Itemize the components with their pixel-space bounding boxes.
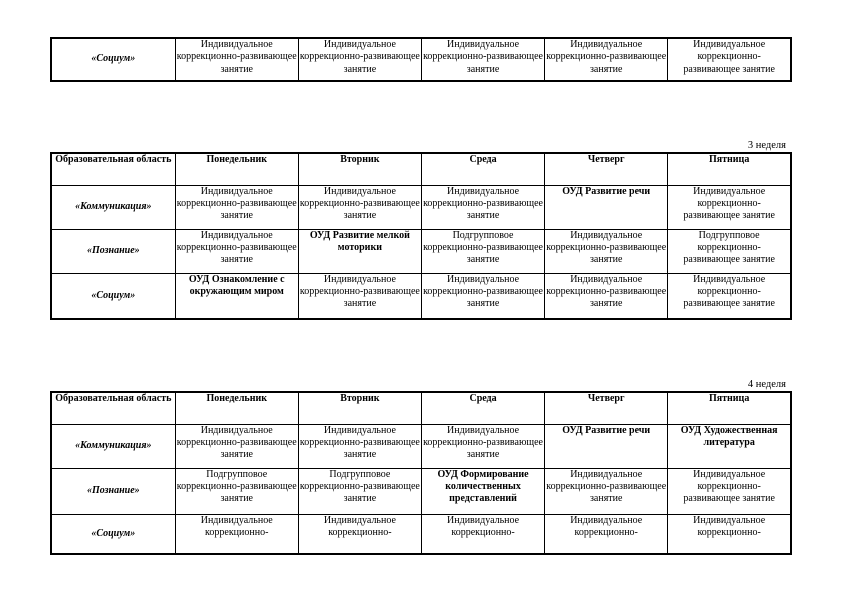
lesson-cell: Индивидуальное коррекционно-развивающее занятие bbox=[545, 229, 668, 273]
lesson-cell: Индивидуальное коррекционно-развивающее занятие bbox=[175, 229, 298, 273]
lesson-cell: Индивидуальное коррекционно-развивающее занятие bbox=[298, 185, 421, 229]
lesson-cell: Индивидуальное коррекционно-развивающее занятие bbox=[421, 185, 544, 229]
area-cell: «Социум» bbox=[51, 273, 175, 319]
lesson-cell: Индивидуальное коррекционно-развивающее занятие bbox=[668, 185, 791, 229]
lesson-cell: Индивидуальное коррекционно- bbox=[175, 514, 298, 554]
lesson-cell: Индивидуальное коррекционно-развивающее занятие bbox=[545, 38, 668, 81]
lesson-cell: Индивидуальное коррекционно- bbox=[421, 514, 544, 554]
lesson-cell: Индивидуальное коррекционно-развивающее занятие bbox=[175, 38, 298, 81]
lesson-cell: Индивидуальное коррекционно-развивающее занятие bbox=[298, 273, 421, 319]
lesson-cell: ОУД Ознакомление с окружающим миром bbox=[175, 273, 298, 319]
lesson-cell: Подгрупповое коррекционно-развивающее занятие bbox=[175, 468, 298, 514]
lesson-cell: ОУД Развитие речи bbox=[545, 424, 668, 468]
header-row bbox=[51, 153, 791, 185]
lesson-cell: Индивидуальное коррекционно-развивающее занятие bbox=[668, 273, 791, 319]
header-cell: Образовательная область bbox=[51, 153, 175, 185]
lesson-cell: Индивидуальное коррекционно- bbox=[298, 514, 421, 554]
header-row bbox=[51, 392, 791, 424]
header-cell: Понедельник bbox=[175, 153, 298, 185]
week-4-label: 4 неделя bbox=[747, 379, 786, 390]
week-4-table bbox=[50, 391, 792, 555]
lesson-cell: ОУД Формирование количественных представлений bbox=[421, 468, 544, 514]
header-cell: Образовательная область bbox=[51, 392, 175, 424]
lesson-cell: Подгрупповое коррекционно-развивающее занятие bbox=[668, 229, 791, 273]
lesson-cell: Индивидуальное коррекционно-развивающее занятие bbox=[668, 38, 791, 81]
lesson-cell: Индивидуальное коррекционно-развивающее занятие bbox=[545, 468, 668, 514]
lesson-cell: Индивидуальное коррекционно-развивающее занятие bbox=[421, 424, 544, 468]
header-cell: Вторник bbox=[298, 153, 421, 185]
table-row bbox=[51, 273, 791, 319]
lesson-cell: Индивидуальное коррекционно-развивающее занятие bbox=[421, 273, 544, 319]
table-row bbox=[51, 514, 791, 554]
lesson-cell: ОУД Развитие речи bbox=[545, 185, 668, 229]
lesson-cell: Индивидуальное коррекционно-развивающее занятие bbox=[298, 424, 421, 468]
table-row bbox=[51, 185, 791, 229]
lesson-cell: Индивидуальное коррекционно-развивающее занятие bbox=[545, 273, 668, 319]
header-cell: Среда bbox=[421, 392, 544, 424]
area-cell: «Социум» bbox=[51, 38, 175, 81]
lesson-cell: ОУД Развитие мелкой моторики bbox=[298, 229, 421, 273]
header-cell: Среда bbox=[421, 153, 544, 185]
header-cell: Четверг bbox=[545, 153, 668, 185]
lesson-cell: Подгрупповое коррекционно-развивающее занятие bbox=[298, 468, 421, 514]
table-row bbox=[51, 468, 791, 514]
lesson-cell: Индивидуальное коррекционно-развивающее занятие bbox=[175, 185, 298, 229]
area-cell: «Коммуникация» bbox=[51, 185, 175, 229]
area-cell: «Социум» bbox=[51, 514, 175, 554]
lesson-cell: Индивидуальное коррекционно- bbox=[545, 514, 668, 554]
header-cell: Вторник bbox=[298, 392, 421, 424]
header-cell: Понедельник bbox=[175, 392, 298, 424]
table-row bbox=[51, 424, 791, 468]
lesson-cell: Индивидуальное коррекционно- bbox=[668, 514, 791, 554]
lesson-cell: ОУД Художественная литература bbox=[668, 424, 791, 468]
week-3-table bbox=[50, 152, 792, 320]
area-cell: «Коммуникация» bbox=[51, 424, 175, 468]
header-cell: Пятница bbox=[668, 153, 791, 185]
lesson-cell: Подгрупповое коррекционно-развивающее занятие bbox=[421, 229, 544, 273]
area-cell: «Познание» bbox=[51, 468, 175, 514]
table-row bbox=[51, 229, 791, 273]
lesson-cell: Индивидуальное коррекционно-развивающее занятие bbox=[668, 468, 791, 514]
header-cell: Пятница bbox=[668, 392, 791, 424]
week-3-label: 3 неделя bbox=[747, 140, 786, 151]
lesson-cell: Индивидуальное коррекционно-развивающее занятие bbox=[298, 38, 421, 81]
schedule-table-continuation bbox=[50, 37, 792, 82]
table-row bbox=[51, 38, 791, 81]
lesson-cell: Индивидуальное коррекционно-развивающее занятие bbox=[421, 38, 544, 81]
area-cell: «Познание» bbox=[51, 229, 175, 273]
header-cell: Четверг bbox=[545, 392, 668, 424]
lesson-cell: Индивидуальное коррекционно-развивающее занятие bbox=[175, 424, 298, 468]
